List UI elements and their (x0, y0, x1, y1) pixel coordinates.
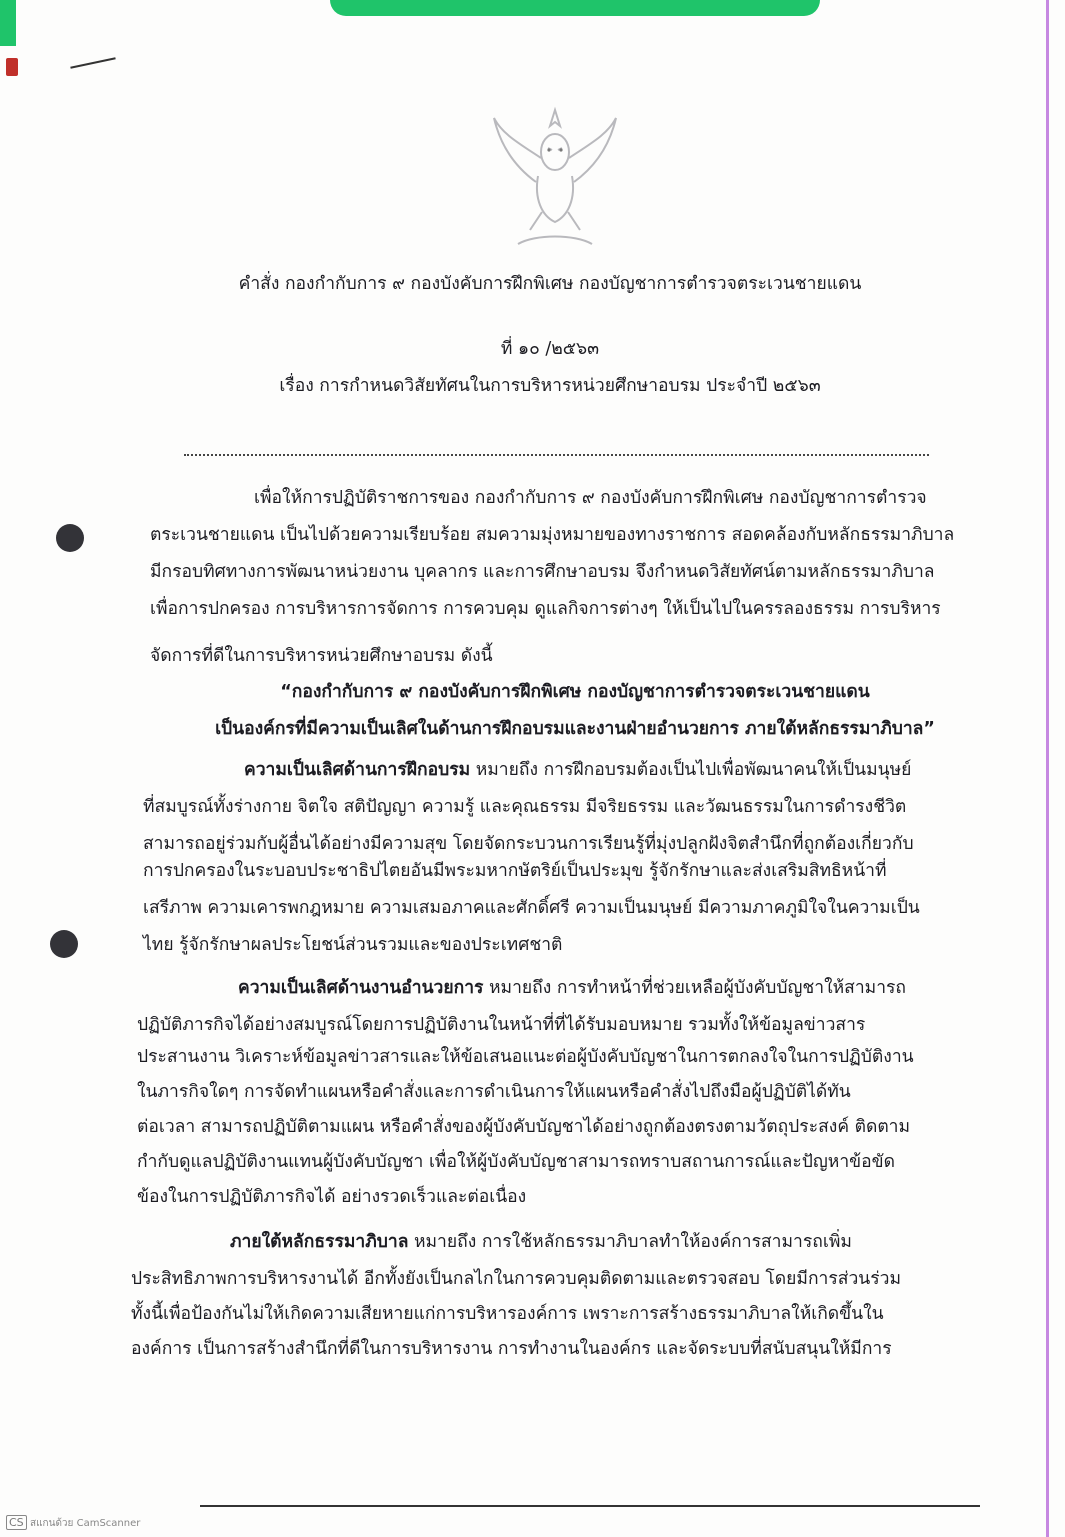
punch-hole-icon (50, 930, 78, 958)
training-definition: หมายถึง การฝึกอบรมต้องเป็นไปเพื่อพัฒนาคนให้เป็นมนุษย์ (470, 760, 912, 780)
garuda-emblem-icon (490, 104, 620, 254)
governance-line: ประสิทธิภาพการบริหารงานได้ อีกทั้งยังเป็นกลไกในการควบคุมติดตามและตรวจสอบ โดยมีการส่วนร่วม (131, 1269, 901, 1289)
scan-green-tab (330, 0, 820, 16)
scan-purple-edge (1046, 0, 1049, 1537)
staff-line: ประสานงาน วิเคราะห์ข้อมูลข่าวสารและให้ข้อเสนอแนะต่อผู้บังคับบัญชาในการตกลงใจในการปฏิบัติงาน (137, 1047, 914, 1067)
staff-line: ต่อเวลา สามารถปฏิบัติตามแผน หรือคำสั่งของผู้บังคับบัญชาได้อย่างถูกต้องตรงตามวัตถุประสงค์ ติดตาม (137, 1117, 911, 1137)
intro-line: เพื่อให้การปฏิบัติราชการของ กองกำกับการ ๙ กองบังคับการฝึกพิเศษ กองบัญชาการตำรวจ (254, 488, 927, 508)
staff-line: ปฏิบัติภารกิจได้อย่างสมบูรณ์โดยการปฏิบัติงานในหน้าที่ที่ได้รับมอบหมาย รวมทั้งให้ข้อมูลข่าวสาร (137, 1015, 866, 1035)
staff-line: ในภารกิจใดๆ การจัดทำแผนหรือคำสั่งและการดำเนินการให้แผนหรือคำสั่งไปถึงมือผู้ปฏิบัติได้ทัน (137, 1082, 851, 1102)
training-line: การปกครองในระบอบประชาธิปไตยอันมีพระมหากษัตริย์เป็นประมุข รู้จักรักษาและส่งเสริมสิทธิหน้าที่ (143, 861, 887, 881)
camscanner-logo-icon: CS (6, 1515, 27, 1530)
staff-term: ความเป็นเลิศด้านงานอำนวยการ (238, 978, 484, 998)
punch-hole-icon (56, 524, 84, 552)
staff-line: ข้องในการปฏิบัติภารกิจได้ อย่างรวดเร็วและต่อเนื่อง (137, 1187, 527, 1207)
scan-green-corner (0, 0, 16, 46)
training-line: สามารถอยู่ร่วมกับผู้อื่นได้อย่างมีความสุข โดยจัดกระบวนการเรียนรู้ที่มุ่งปลูกฝังจิตสำนึกที่ถูกต้องเกี่ยวกับ (143, 834, 914, 854)
order-subject: เรื่อง การกำหนดวิสัยทัศนในการบริหารหน่วยศึกษาอบรม ประจำปี ๒๕๖๓ (279, 376, 821, 396)
training-term: ความเป็นเลิศด้านการฝึกอบรม (244, 760, 471, 780)
governance-line: ทั้งนี้เพื่อป้องกันไม่ให้เกิดความเสียหายแก่การบริหารองค์การ เพราะการสร้างธรรมาภิบาลให้เกิดขึ้นใน (131, 1304, 884, 1324)
staff-first-line (238, 976, 906, 1000)
pen-mark (70, 57, 115, 69)
vision-statement: “กองกำกับการ ๙ กองบังคับการฝึกพิเศษ กองบัญชาการตำรวจตระเวนชายแดน (280, 682, 870, 702)
order-title: คำสั่ง กองกำกับการ ๙ กองบังคับการฝึกพิเศษ กองบัญชาการตำรวจตระเวนชายแดน (238, 274, 862, 294)
governance-term: ภายใต้หลักธรรมาภิบาล (230, 1232, 409, 1252)
training-line: ที่สมบูรณ์ทั้งร่างกาย จิตใจ สติปัญญา ความรู้ และคุณธรรม มีจริยธรรม และวัฒนธรรมในการดำรงชีวิต (143, 797, 907, 817)
staff-definition: หมายถึง การทำหน้าที่ช่วยเหลือผู้บังคับบัญชาให้สามารถ (483, 978, 907, 998)
governance-definition: หมายถึง การใช้หลักธรรมาภิบาลทำให้องค์การสามารถเพิ่ม (408, 1232, 852, 1252)
vision-statement: เป็นองค์กรที่มีความเป็นเลิศในด้านการฝึกอบรมและงานฝ่ายอำนวยการ ภายใต้หลักธรรมาภิบาล” (215, 719, 935, 739)
governance-line: องค์การ เป็นการสร้างสำนึกที่ดีในการบริหารงาน การทำงานในองค์กร และจัดระบบที่สนับสนุนให้มีการ (131, 1339, 892, 1359)
order-number: ที่ ๑๐ /๒๕๖๓ (500, 339, 600, 359)
dotted-divider (184, 454, 929, 456)
bottom-rule (200, 1505, 980, 1507)
camscanner-watermark: สแกนด้วย CamScanner (30, 1518, 141, 1529)
training-line: ไทย รู้จักรักษาผลประโยชน์ส่วนรวมและของประเทศชาติ (143, 935, 563, 955)
staff-line: กำกับดูแลปฏิบัติงานแทนผู้บังคับบัญชา เพื่อให้ผู้บังคับบัญชาสามารถทราบสถานการณ์และปัญหาข้อขัด (137, 1152, 895, 1172)
training-first-line (244, 758, 911, 782)
intro-line: มีกรอบทิศทางการพัฒนาหน่วยงาน บุคลากร และการศึกษาอบรม จึงกำหนดวิสัยทัศน์ตามหลักธรรมาภิบาล (150, 562, 935, 582)
intro-line: จัดการที่ดีในการบริหารหน่วยศึกษาอบรม ดังนี้ (150, 646, 493, 666)
intro-line: เพื่อการปกครอง การบริหารการจัดการ การควบคุม ดูแลกิจการต่างๆ ให้เป็นไปในครรลองธรรม การบริหาร (150, 599, 941, 619)
governance-first-line (230, 1230, 852, 1254)
scan-red-mark (6, 58, 18, 76)
intro-line: ตระเวนชายแดน เป็นไปด้วยความเรียบร้อย สมความมุ่งหมายของทางราชการ สอดคล้องกับหลักธรรมาภิบาล (150, 525, 955, 545)
training-line: เสรีภาพ ความเคารพกฎหมาย ความเสมอภาคและศักดิ์ศรี ความเป็นมนุษย์ มีความภาคภูมิใจในความเป็น (143, 898, 920, 918)
